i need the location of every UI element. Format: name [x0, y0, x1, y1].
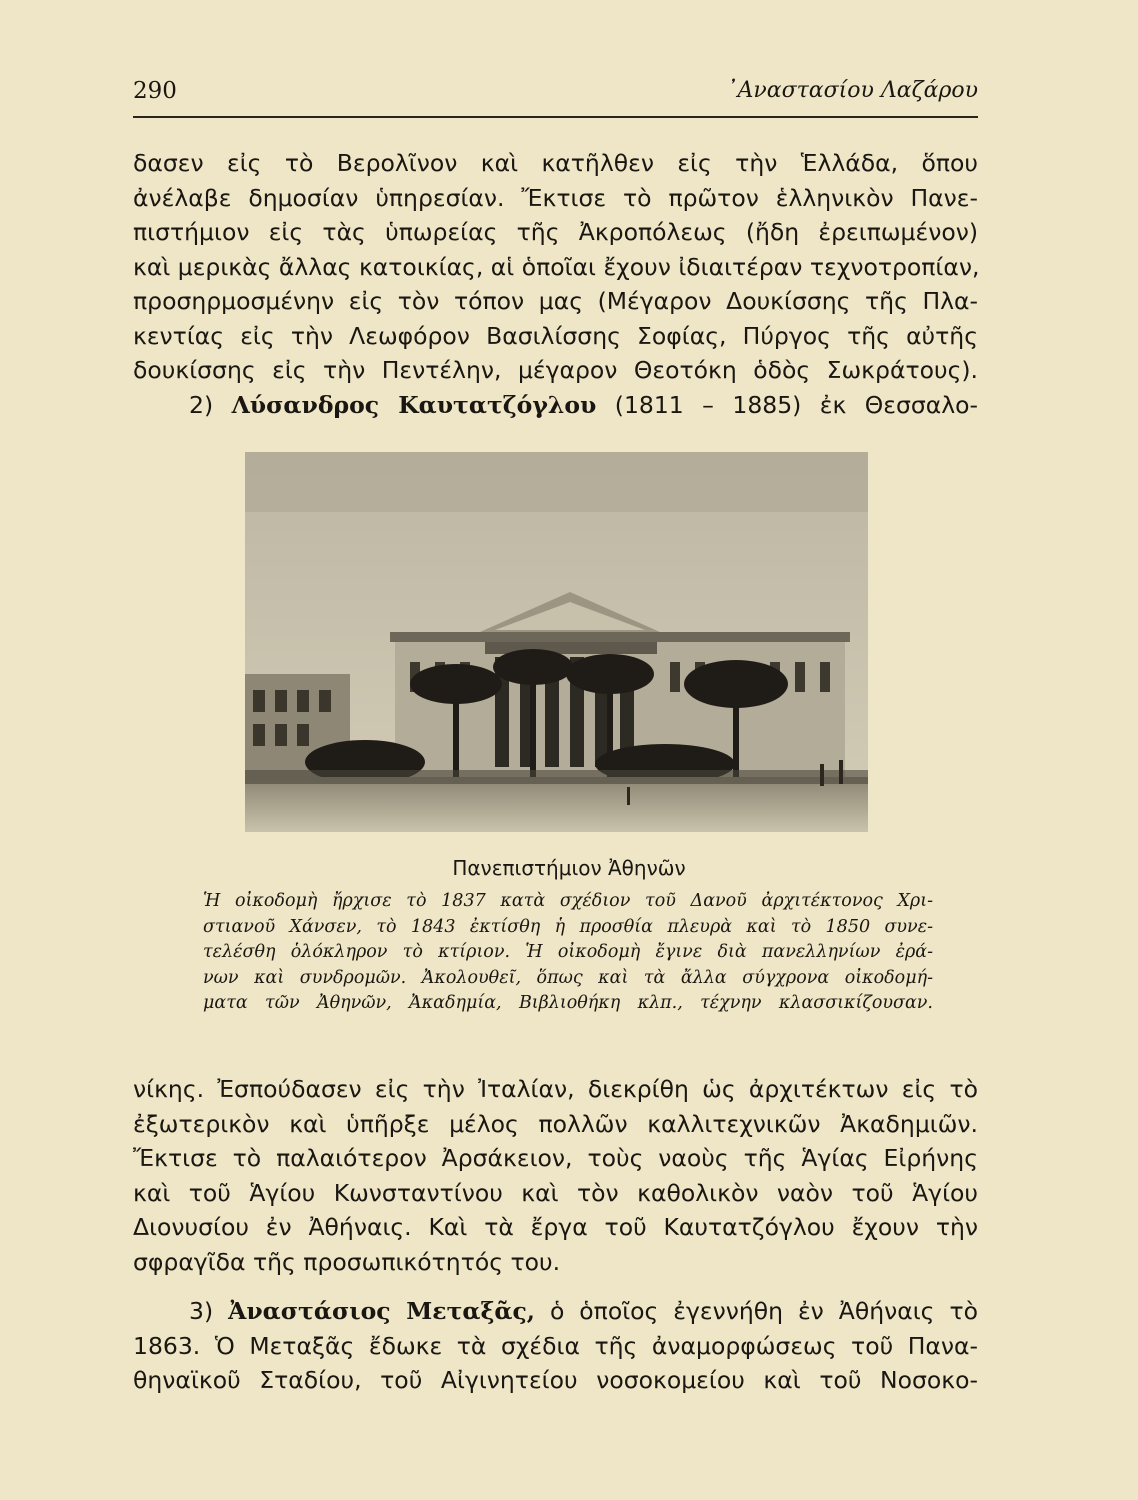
text-line: 1863. Ὁ Μεταξᾶς ἔδωκε τὰ σχέδια τῆς ἀναμορφώσεως τοῦ Πανα- — [133, 1331, 978, 1360]
page-header — [133, 72, 978, 106]
list-item-3 — [133, 1294, 978, 1329]
text-line: ἐξωτερικὸν καὶ ὑπῆρξε μέλος πολλῶν καλλιτεχνικῶν Ἀκαδημιῶν. — [133, 1109, 978, 1138]
university-photo — [245, 452, 868, 832]
item-text: (1811 – 1885) ἐκ Θεσσαλο- — [614, 390, 978, 419]
paragraph-3 — [133, 1294, 978, 1398]
item-number: 2) — [189, 390, 214, 419]
text-line: καὶ τοῦ Ἁγίου Κωνσταντίνου καὶ τὸν καθολικὸν ναὸν τοῦ Ἁγίου — [133, 1178, 978, 1207]
text-line: πιστήμιον εἰς τὰς ὑπωρείας τῆς Ἀκροπόλεως (ἤδη ἐρειπωμένον) — [133, 218, 978, 246]
page-number: 290 — [133, 78, 177, 104]
note-line: Ἡ οἰκοδομὴ ἤρχισε τὸ 1837 κατὰ σχέδιον τοῦ Δανοῦ ἀρχιτέκτονος Χρι- — [203, 891, 933, 911]
list-item-2 — [133, 388, 978, 423]
note-line: τελέσθη ὁλόκληρον τὸ κτίριον. Ἡ οἰκοδομὴ ἔγινε διὰ πανελληνίων ἐρά- — [203, 942, 933, 962]
photo-note — [203, 889, 933, 1017]
paragraph-1 — [133, 146, 978, 422]
text-line: σφραγῖδα τῆς προσωπικότητός του. — [133, 1247, 561, 1276]
running-title: ᾿Αναστασίου Λαζάρου — [726, 78, 978, 103]
item-text: ὁ ὁποῖος ἐγεννήθη ἐν Ἀθήναις τὸ — [549, 1297, 978, 1325]
text-line: ἀνέλαβε δημοσίαν ὑπηρεσίαν. Ἔκτισε τὸ πρῶτον ἑλληνικὸν Πανε- — [133, 183, 978, 212]
note-line: ματα τῶν Ἀθηνῶν, Ἀκαδημία, Βιβλιοθήκη κλπ., τέχνην κλασσικίζουσαν. — [203, 993, 933, 1013]
photo-caption: Πανεπιστήμιον Ἀθηνῶν — [452, 856, 686, 880]
person-name: Ἀναστάσιος Μεταξᾶς, — [228, 1297, 535, 1325]
text-line: δασεν εἰς τὸ Βερολῖνον καὶ κατῆλθεν εἰς τὴν Ἑλλάδα, ὅπου — [133, 149, 978, 177]
note-line: νων καὶ συνδρομῶν. Ἀκολουθεῖ, ὅπως καὶ τὰ ἄλλα σύγχρονα οἰκοδομή- — [203, 967, 933, 988]
note-line: στιανοῦ Χάνσεν, τὸ 1843 ἐκτίσθη ἡ προσθία πλευρὰ καὶ τὸ 1850 συνε- — [203, 916, 933, 937]
text-line: καὶ μερικὰς ἄλλας κατοικίας, αἱ ὁποῖαι ἔχουν ἰδιαιτέραν τεχνοτροπίαν, — [133, 252, 980, 281]
person-name: Λύσανδρος Καυτατζόγλου — [231, 390, 597, 419]
header-rule — [133, 116, 978, 118]
paragraph-2 — [133, 1072, 978, 1279]
item-number: 3) — [189, 1297, 214, 1325]
text-line: νίκης. Ἐσπούδασεν εἰς τὴν Ἰταλίαν, διεκρίθη ὡς ἀρχιτέκτων εἰς τὸ — [133, 1075, 978, 1103]
text-line: προσηρμοσμένην εἰς τὸν τόπον μας (Μέγαρον Δουκίσσης τῆς Πλα- — [133, 287, 978, 315]
text-line: θηναϊκοῦ Σταδίου, τοῦ Αἰγινητείου νοσοκομείου καὶ τοῦ Νοσοκο- — [133, 1366, 978, 1394]
text-line: Ἔκτισε τὸ παλαιότερον Ἀρσάκειον, τοὺς ναοὺς τῆς Ἁγίας Εἰρήνης — [133, 1144, 978, 1172]
text-line: κεντίας εἰς τὴν Λεωφόρον Βασιλίσσης Σοφίας, Πύργος τῆς αὐτῆς — [133, 321, 978, 350]
text-line: δουκίσσης εἰς τὴν Πεντέλην, μέγαρον Θεοτόκη ὁδὸς Σωκράτους). — [133, 356, 978, 384]
text-line: Διονυσίου ἐν Ἀθήναις. Καὶ τὰ ἔργα τοῦ Καυτατζόγλου ἔχουν τὴν — [133, 1213, 978, 1241]
